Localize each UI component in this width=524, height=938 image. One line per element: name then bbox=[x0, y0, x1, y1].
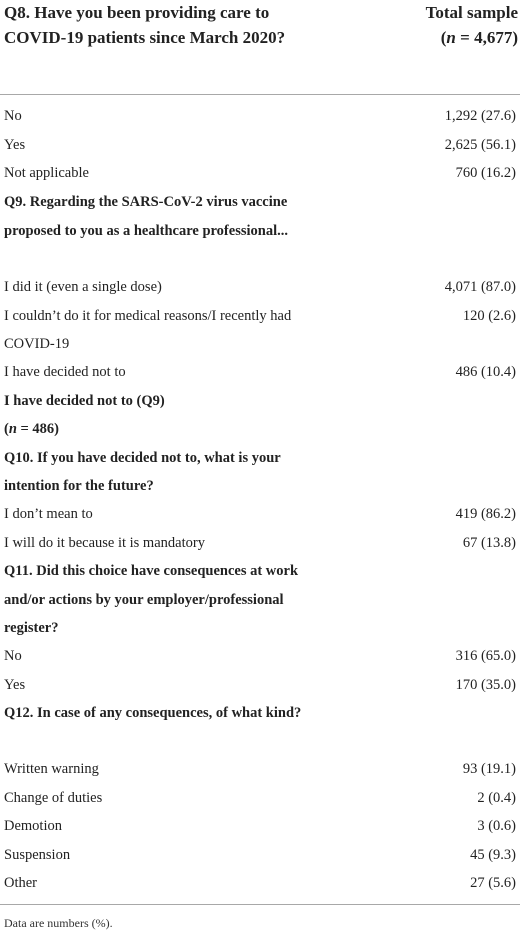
table-footnote: Data are numbers (%). bbox=[4, 916, 113, 930]
table-row: Not applicable 760 (16.2) bbox=[4, 165, 516, 181]
column-sample-size: (n = 4,677) bbox=[440, 28, 518, 47]
q11-question-heading: Q11. Did this choice have consequences at work and/or actions by your employer/professional register? bbox=[4, 563, 299, 636]
table-bottom-divider bbox=[0, 904, 520, 905]
table-row: Other 27 (5.6) bbox=[4, 875, 516, 891]
table-row: Suspension 45 (9.3) bbox=[4, 846, 516, 863]
table-row: I will do it because it is mandatory 67 (13.8) bbox=[4, 534, 516, 551]
table-row: No 316 (65.0) bbox=[4, 648, 516, 664]
table-row: Yes 170 (35.0) bbox=[4, 676, 516, 693]
table-row: I did it (even a single dose) 4,071 (87.0) bbox=[4, 279, 516, 295]
table-row: No 1,292 (27.6) bbox=[4, 108, 516, 124]
table-row: I couldn’t do it for medical reasons/I recently had COVID-19 120 (2.6) bbox=[4, 307, 516, 352]
table-header bbox=[0, 0, 524, 96]
q8-question-heading: Q8. Have you been providing care to COVID-19 patients since March 2020? bbox=[4, 3, 286, 47]
total-sample-column-heading bbox=[368, 0, 518, 50]
q10-question-heading: Q10. If you have decided not to, what is your intention for the future? bbox=[4, 449, 281, 494]
subgroup-heading: I have decided not to (Q9) (n = 486) bbox=[4, 387, 424, 444]
table-row: I don’t mean to 419 (86.2) bbox=[4, 506, 516, 522]
q9-question-heading: Q9. Regarding the SARS-CoV-2 virus vaccine proposed to you as a healthcare professional... bbox=[4, 194, 288, 239]
q12-question-heading: Q12. In case of any consequences, of what kind? bbox=[4, 705, 302, 721]
table-row: Change of duties 2 (0.4) bbox=[4, 789, 516, 806]
table-row: I have decided not to 486 (10.4) bbox=[4, 364, 516, 380]
table-row: Written warning 93 (19.1) bbox=[4, 761, 516, 777]
table-row: Yes 2,625 (56.1) bbox=[4, 136, 516, 153]
header-divider bbox=[0, 94, 520, 95]
table-row: Demotion 3 (0.6) bbox=[4, 818, 516, 834]
subgroup-sample-size: (n = 486) bbox=[4, 421, 60, 437]
column-title: Total sample bbox=[425, 3, 518, 22]
